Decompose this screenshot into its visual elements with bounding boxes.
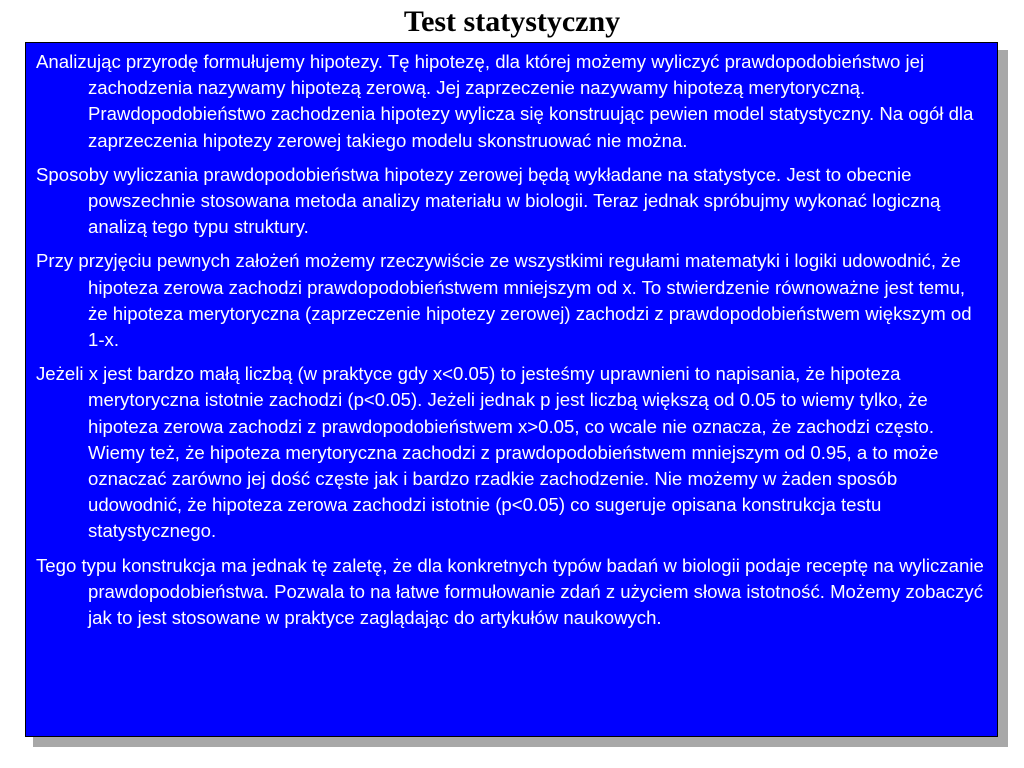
paragraph-methods: Sposoby wyliczania prawdopodobieństwa hipotezy zerowej będą wykładane na statystyce. Jest to obecnie powszechnie stosowana metoda analizy materiału w biologii. Teraz jednak spróbujmy wykonać logiczną analizą tego typu struktury. [36,163,941,238]
paragraph-assumptions: Przy przyjęciu pewnych założeń możemy rzeczywiście ze wszystkimi regułami matematyki i logiki udowodnić, że hipoteza zerowa zachodzi prawdopodobieństwem mniejszym od x. To stwierdzenie równoważne jest temu, że hipoteza merytoryczna (zaprzeczenie hipotezy zerowej) zachodzi z prawdopodobieństwem większym od 1-x. [36,250,972,351]
content-text-box [25,42,998,737]
paragraph-significance: Jeżeli x jest bardzo małą liczbą (w praktyce gdy x<0.05) to jesteśmy uprawnieni to napisania, że hipoteza merytoryczna istotnie zachodzi (p<0.05). Jeżeli jednak p jest liczbą większą od 0.05 to wiemy tylko, że hipoteza zerowa zachodzi z prawdopodobieństwem x>0.05, co wcale nie oznacza, że zachodzi często. Wiemy też, że hipoteza merytoryczna zachodzi z prawdopodobieństwem mniejszym od 0.95, a to może oznaczać zarówno jej dość częste jak i bardzo rzadkie zachodzenie. Nie możemy w żaden sposób udowodnić, że hipoteza zerowa zachodzi istotnie (p<0.05) co sugeruje opisana konstrukcja testu statystycznego. [36,363,939,542]
paragraph-hypotheses: Analizując przyrodę formułujemy hipotezy. Tę hipotezę, dla której możemy wyliczyć prawdopodobieństwo jej zachodzenia nazywamy hipotezą zerową. Jej zaprzeczenie nazywamy hipotezą merytoryczną. Prawdopodobieństwo zachodzenia hipotezy wylicza się konstruując pewien model statystyczny. Na ogół dla zaprzeczenia hipotezy zerowej takiego modelu skonstruować nie można. [36,51,974,151]
slide-title: Test statystyczny [403,5,621,38]
paragraph-advantages: Tego typu konstrukcja ma jednak tę zaletę, że dla konkretnych typów badań w biologii podaje receptę na wyliczanie prawdopodobieństwa. Pozwala to na łatwe formułowanie zdań z użyciem słowa istotność. Możemy zobaczyć jak to jest stosowane w praktyce zaglądając do artykułów naukowych. [36,554,984,629]
